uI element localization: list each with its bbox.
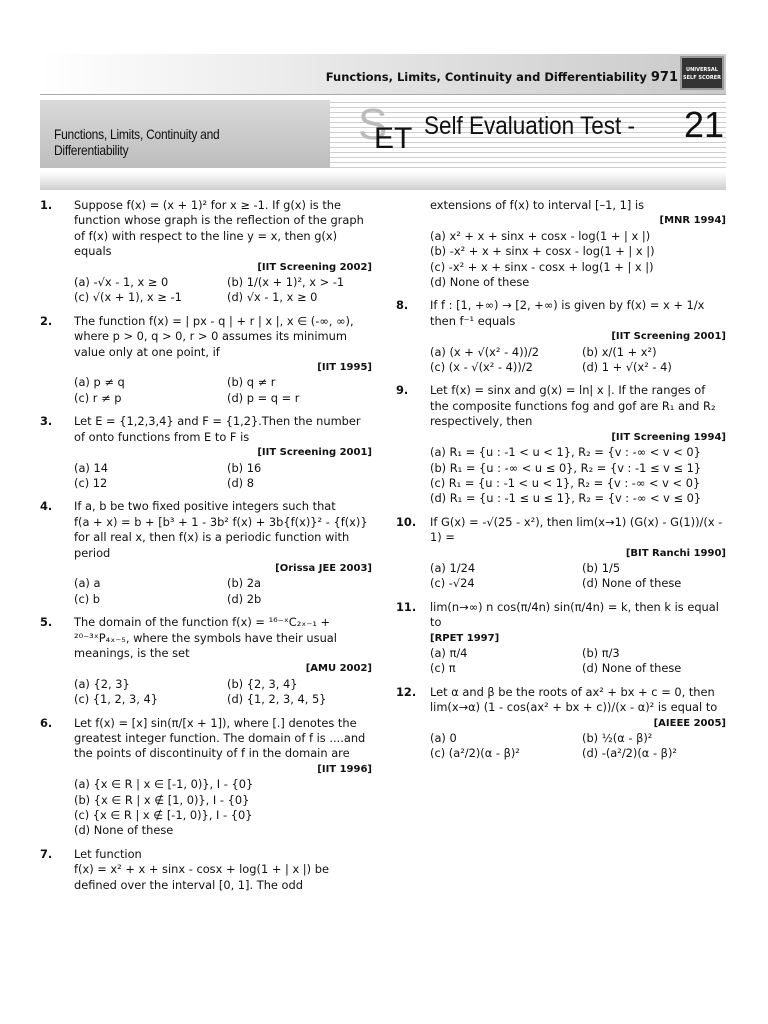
- option: (b) {2, 3, 4}: [227, 676, 298, 691]
- question: [40, 499, 372, 607]
- question-text: lim(x→α) (1 - cos(ax² + bx + c))/(x - α)² is equal to: [430, 700, 718, 715]
- option: (d) None of these: [430, 275, 530, 290]
- option: (b) 1/(x + 1)², x > -1: [227, 275, 345, 290]
- option: (d) {1, 2, 3, 4, 5}: [227, 692, 327, 707]
- chapter-banner: [40, 98, 726, 170]
- option-grid: [74, 275, 372, 306]
- option: (d) 1 + √(x² - 4): [582, 360, 672, 375]
- question-source: [BIT Ranchi 1990]: [625, 547, 726, 559]
- question: [40, 716, 372, 839]
- option: (b) R₁ = {u : -∞ < u ≤ 0}, R₂ = {v : -1 ≤ v ≤ 1}: [430, 460, 702, 475]
- option: (a) π/4: [430, 645, 468, 660]
- question-text: for all real x, then f(x) is a periodic function with period: [74, 530, 350, 560]
- option: (b) {x ∈ R | x ∉ [1, 0)}, I - {0}: [74, 792, 250, 807]
- page-number: 971: [650, 70, 678, 85]
- option: (c) 12: [74, 475, 108, 490]
- option: (a) {x ∈ R | x ∈ [-1, 0)}, I - {0}: [74, 777, 254, 792]
- option: (c) π: [430, 661, 456, 676]
- question-source: [RPET 1997]: [430, 632, 500, 644]
- question: [40, 198, 372, 306]
- banner-subject-box: [40, 100, 330, 168]
- option-grid: [74, 777, 372, 839]
- option: (b) x/(1 + x²): [582, 344, 657, 359]
- option-grid: [74, 576, 372, 607]
- option-grid: [74, 375, 372, 406]
- banner-title: Self Evaluation Test -: [424, 112, 635, 140]
- option: (a) 14: [74, 460, 108, 475]
- question-number: 10.: [396, 514, 417, 529]
- question-text: extensions of f(x) to interval [–1, 1] is: [430, 198, 645, 212]
- question-number: 1.: [40, 198, 53, 212]
- question-text: If a, b be two fixed positive integers such that: [74, 499, 336, 514]
- question-text: lim(n→∞) n cos(π/4n) sin(π/4n) = k, then k is equal to: [430, 599, 719, 630]
- option-grid: [430, 646, 726, 677]
- option: (c) (a²/2)(α - β)²: [430, 746, 520, 761]
- question-source: [Orissa JEE 2003]: [275, 562, 372, 574]
- option: (a) R₁ = {u : -1 < u < 1}, R₂ = {v : -∞ < v < 0}: [430, 445, 701, 460]
- running-title: [326, 70, 678, 85]
- question-text: Let E = {1,2,3,4} and F = {1,2}.Then the number of onto functions from E to F is: [74, 414, 361, 444]
- option: (a) 0: [430, 731, 457, 745]
- question-source: [AIEEE 2005]: [653, 717, 726, 729]
- option: (b) 16: [227, 460, 262, 475]
- question-number: 12.: [396, 684, 417, 699]
- option: (d) 2b: [227, 591, 262, 606]
- option: (b) q ≠ r: [227, 375, 276, 390]
- question: [396, 685, 726, 762]
- option: (a) a: [74, 576, 101, 591]
- option: (c) {1, 2, 3, 4}: [74, 692, 158, 707]
- question-text: If G(x) = -√(25 - x²), then lim(x→1) (G(x) - G(1))/(x - 1) =: [430, 514, 723, 545]
- question-text: Suppose f(x) = (x + 1)² for x ≥ -1. If g(x) is the function whose graph is the reflection of the graph of f(x) with respect to the line y = x, then g(x) equals: [74, 198, 364, 259]
- option-grid: [430, 445, 726, 507]
- option: (b) π/3: [582, 645, 620, 660]
- option: (d) None of these: [582, 576, 682, 591]
- question-text: The function f(x) = | px - q | + r | x |, x ∈ (-∞, ∞), where p > 0, q > 0, r > 0 assumes its minimum value only at one point, if: [74, 313, 354, 359]
- question-source: [IIT 1995]: [317, 362, 372, 374]
- option-grid: [430, 731, 726, 762]
- option: (a) x² + x + sinx + cosx - log(1 + | x |): [430, 228, 651, 243]
- question: [40, 847, 372, 893]
- question: [40, 314, 372, 406]
- question-source: [IIT 1996]: [317, 763, 372, 775]
- option: (d) None of these: [74, 823, 174, 838]
- question-source: [IIT Screening 2002]: [257, 261, 372, 273]
- option: (c) R₁ = {u : -1 < u < 1}, R₂ = {v : -∞ < v < 0}: [430, 475, 701, 490]
- question: [396, 383, 726, 506]
- banner-divider: [40, 172, 726, 190]
- question-source: [AMU 2002]: [305, 663, 372, 675]
- banner-set-et: ET: [374, 122, 413, 155]
- question-text: Let f(x) = sinx and g(x) = ln| x |. If the ranges of the composite functions fog and gof are R₁ and R₂ respectively, then: [430, 383, 716, 429]
- option: (a) -√x - 1, x ≥ 0: [74, 275, 169, 290]
- question-source: [IIT Screening 1994]: [611, 431, 726, 443]
- question-number: 8.: [396, 298, 409, 313]
- option: (d) -(a²/2)(α - β)²: [582, 746, 677, 761]
- option: (d) 8: [227, 475, 254, 490]
- question-source: [IIT Screening 2001]: [611, 331, 726, 343]
- right-column: [396, 198, 726, 770]
- question-number: 9.: [396, 383, 409, 398]
- option: (a) p ≠ q: [74, 375, 125, 390]
- question-text: Let α and β be the roots of ax² + bx + c = 0, then: [430, 684, 715, 699]
- question-number: 5.: [40, 615, 53, 630]
- banner-test-number: 21: [684, 104, 725, 145]
- left-column: [40, 198, 372, 901]
- question-source: [MNR 1994]: [659, 215, 726, 227]
- question-source: [IIT Screening 2001]: [257, 447, 372, 459]
- question: [40, 615, 372, 707]
- question-number: 11.: [396, 599, 417, 614]
- option-grid: [430, 229, 726, 291]
- question-text: Let function: [74, 846, 142, 861]
- option: (d) R₁ = {u : -1 ≤ u ≤ 1}, R₂ = {v : -∞ < v ≤ 0}: [430, 491, 702, 506]
- option: (b) -x² + x + sinx + cosx - log(1 + | x |): [430, 244, 655, 259]
- question-number: 2.: [40, 313, 53, 328]
- option: (c) r ≠ p: [74, 390, 122, 405]
- running-title-text: Functions, Limits, Continuity and Differentiability: [325, 70, 647, 84]
- option-grid: [430, 345, 726, 376]
- option-grid: [74, 677, 372, 708]
- running-header: [40, 54, 726, 95]
- question-spacer: [396, 764, 726, 770]
- publisher-logo: UNIVERSAL SELF SCORER: [680, 56, 724, 90]
- question: [396, 198, 726, 290]
- question-text: If f : [1, +∞) → [2, +∞) is given by f(x) = x + 1/x then f⁻¹ equals: [430, 298, 705, 328]
- option: (a) {2, 3}: [74, 676, 130, 691]
- option: (c) -√24: [430, 576, 475, 591]
- question: [396, 298, 726, 375]
- question-text: f(x) = x² + x + sinx - cosx + log(1 + | x |) be defined over the interval [0, 1]. The odd: [74, 862, 329, 892]
- option: (d) √x - 1, x ≥ 0: [227, 290, 318, 305]
- question-text: The domain of the function f(x) = ¹⁶⁻ˣC₂ₓ₋₁ + ²⁰⁻³ˣP₄ₓ₋₅, where the symbols have their usual meanings, is the set: [74, 615, 337, 660]
- question-text: Let f(x) = [x] sin(π/[x + 1]), where [.] denotes the greatest integer function. The domain of f is ....and the points of discontinuity of f in the domain are: [74, 715, 366, 761]
- option: (c) {x ∈ R | x ∉ [-1, 0)}, I - {0}: [74, 808, 253, 823]
- option: (a) 1/24: [430, 560, 476, 575]
- option: (c) b: [74, 591, 101, 606]
- question: [40, 414, 372, 491]
- question-spacer: [40, 895, 372, 901]
- option: (d) p = q = r: [227, 390, 300, 405]
- option-grid: [74, 461, 372, 492]
- option: (b) ½(α - β)²: [582, 731, 653, 745]
- option: (a) (x + √(x² - 4))/2: [430, 344, 540, 359]
- question-text: f(a + x) = b + [b³ + 1 - 3b² f(x) + 3b{f(x)}² - {f(x)}: [74, 514, 368, 529]
- question-number: 6.: [40, 715, 53, 730]
- option: (b) 1/5: [582, 560, 621, 575]
- banner-subject: Functions, Limits, Continuity and Differentiability: [54, 126, 220, 158]
- option: (c) √(x + 1), x ≥ -1: [74, 290, 182, 305]
- option: (b) 2a: [227, 576, 261, 591]
- question: [396, 515, 726, 592]
- question-number: 7.: [40, 846, 53, 861]
- question-number: 3.: [40, 414, 53, 429]
- option-grid: [430, 561, 726, 592]
- option: (d) None of these: [582, 661, 682, 676]
- banner-set-s: S: [358, 100, 388, 149]
- question: [396, 600, 726, 677]
- question-number: 4.: [40, 499, 53, 514]
- option: (c) -x² + x + sinx - cosx + log(1 + | x |): [430, 259, 654, 274]
- option: (c) (x - √(x² - 4))/2: [430, 360, 533, 375]
